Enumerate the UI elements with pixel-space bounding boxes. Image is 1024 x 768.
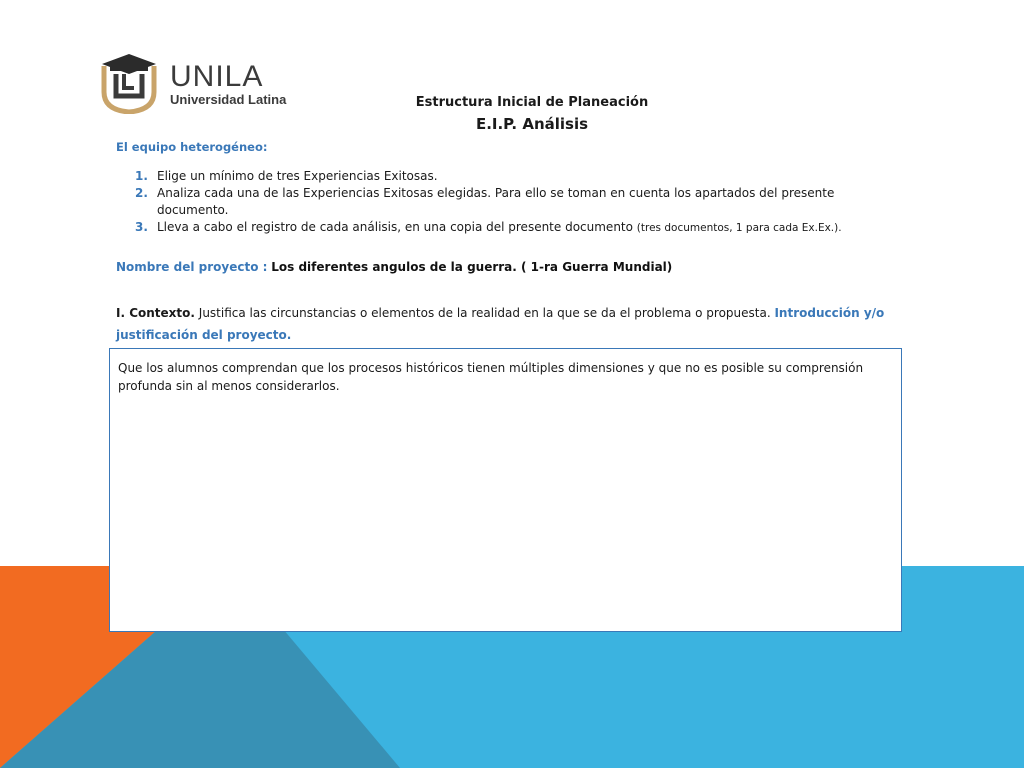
- context-link: Introducción y/o justificación del proyecto.: [116, 306, 885, 342]
- list-item: [116, 219, 896, 237]
- logo-wordmark: UNILA: [170, 60, 264, 93]
- project-name-row: [116, 260, 672, 274]
- context-heading: I. Contexto.: [116, 306, 195, 320]
- list-number: 1.: [135, 169, 148, 183]
- context-text: Justifica las circunstancias o elementos de la realidad en la que se da el problema o propuesta.: [198, 306, 771, 320]
- list-number: 2.: [135, 186, 148, 200]
- project-name-value: Los diferentes angulos de la guerra. ( 1-ra Guerra Mundial): [271, 260, 673, 274]
- list-number: 3.: [135, 220, 148, 234]
- answer-text: Que los alumnos comprendan que los procesos históricos tienen múltiples dimensiones y que no es posible su comprensión profunda sin al menos considerarlos.: [118, 361, 864, 393]
- instruction-list: [116, 168, 896, 237]
- list-item-text: Analiza cada una de las Experiencias Exitosas elegidas. Para ello se toman en cuenta los apartados del presente documento.: [157, 186, 835, 217]
- answer-text-box[interactable]: [109, 348, 902, 632]
- list-item-text: Elige un mínimo de tres Experiencias Exitosas.: [157, 169, 438, 183]
- document-title: Estructura Inicial de Planeación: [415, 95, 649, 110]
- logo-subtitle: Universidad Latina: [170, 92, 287, 107]
- document-subtitle: E.I.P. Análisis: [475, 115, 589, 133]
- project-name-label: Nombre del proyecto :: [116, 260, 268, 274]
- list-item: [116, 168, 896, 185]
- list-item-text: Lleva a cabo el registro de cada análisis, en una copia del presente documento: [157, 220, 637, 234]
- list-item: [116, 185, 896, 219]
- list-item-note: (tres documentos, 1 para cada Ex.Ex.).: [636, 222, 842, 234]
- context-section: [116, 302, 906, 346]
- team-label: El equipo heterogéneo:: [116, 140, 268, 154]
